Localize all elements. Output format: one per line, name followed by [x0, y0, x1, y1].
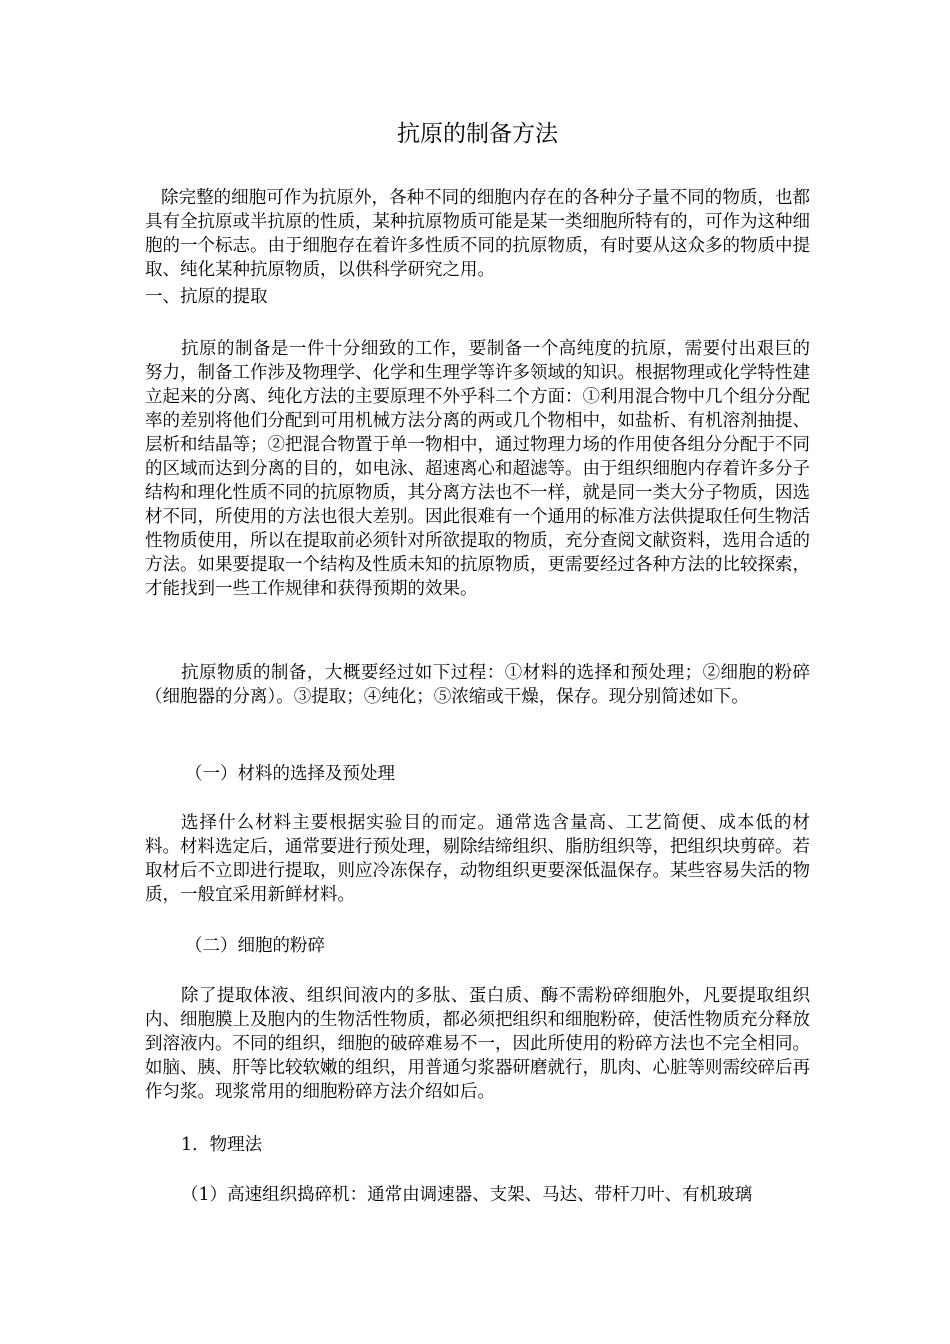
- subheading-cell-disruption: （二）细胞的粉碎: [185, 936, 325, 956]
- subheading-physical-method: 1．物理法: [181, 1135, 263, 1155]
- paragraph-tissue-homogenizer: （1）高速组织捣碎机：通常由调速器、支架、马达、带杆刀叶、有机玻璃: [181, 1185, 753, 1205]
- paragraph-preparation-steps: 抗原物质的制备，大概要经过如下过程：①材料的选择和预处理；②细胞的粉碎（细胞器的分离）。③提取；④纯化；⑤浓缩或干燥，保存。现分别简述如下。: [145, 663, 810, 707]
- subheading-material-selection: （一）材料的选择及预处理: [185, 764, 395, 784]
- intro-paragraph: 除完整的细胞可作为抗原外，各种不同的细胞内存在的各种分子量不同的物质，也都具有全抗原或半抗原的性质，某种抗原物质可能是某一类细胞所特有的，可作为这种细胞的一个标志。由于细胞存在着许多性质不同的抗原物质，有时要从这众多的物质中提取、纯化某种抗原物质，以供科学研究之用。: [145, 188, 810, 280]
- document-title: 抗原的制备方法: [397, 121, 558, 147]
- paragraph-preparation-principles: 抗原的制备是一件十分细致的工作，要制备一个高纯度的抗原，需要付出艰巨的努力，制备工作涉及物理学、化学和生理学等许多领域的知识。根据物理或化学特性建立起来的分离、纯化方法的主要原理不外乎科二个方面：①利用混合物中几个组分分配率的差别将他们分配到可用机械方法分离的两或几个物相中，如盐析、有机溶剂抽提、层析和结晶等；②把混合物置于单一物相中，通过物理力场的作用使各组分分配于不同的区域而达到分离的目的，如电泳、超速离心和超滤等。由于组织细胞内存着许多分子结构和理化性质不同的抗原物质，其分离方法也不一样，就是同一类大分子物质，因选材不同，所使用的方法也很大差别。因此很难有一个通用的标准方法供提取任何生物活性物质使用，所以在提取前必须针对所欲提取的物质，充分查阅文献资料，选用合适的方法。如果要提取一个结构及性质未知的抗原物质，更需要经过各种方法的比较探索，才能找到一些工作规律和获得预期的效果。: [145, 339, 810, 599]
- paragraph-cell-disruption: 除了提取体液、组织间液内的多肽、蛋白质、酶不需粉碎细胞外，凡要提取组织内、细胞膜上及胞内的生物活性物质，都必须把组织和细胞粉碎，使活性物质充分释放到溶液内。不同的组织，细胞的破碎难易不一，因此所使用的粉碎方法也不完全相同。如脑、胰、肝等比较软嫩的组织，用普通匀浆器研磨就行，肌肉、心脏等则需绞碎后再作匀浆。现浆常用的细胞粉碎方法介绍如后。: [145, 986, 810, 1102]
- section-heading-extraction: 一、抗原的提取: [145, 287, 268, 307]
- paragraph-material-selection: 选择什么材料主要根据实验目的而定。通常选含量高、工艺简便、成本低的材料。材料选定后，通常要进行预处理，剔除结缔组织、脂肪组织等，把组织块剪碎。若取材后不立即进行提取，则应冷冻保存，动物组织更要深低温保存。某些容易失活的物质，一般宜采用新鲜材料。: [145, 813, 810, 905]
